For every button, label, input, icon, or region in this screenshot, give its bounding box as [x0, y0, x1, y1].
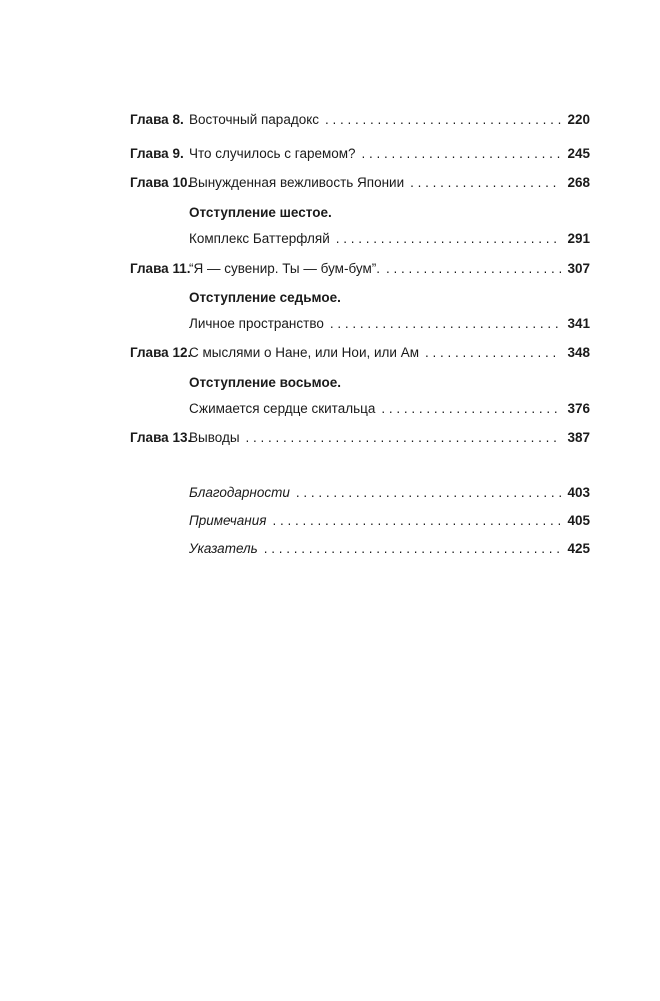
toc-entry-chapter-9[interactable] — [130, 144, 590, 164]
page-number: 348 — [567, 345, 590, 360]
page-number: 291 — [567, 231, 590, 246]
chapter-title: “Я — сувенир. Ты — бум-бум”. — [189, 261, 381, 276]
page-number: 403 — [567, 485, 590, 500]
page-number: 405 — [567, 513, 590, 528]
digression-title: Сжимается сердце скитальца — [189, 401, 376, 416]
toc-entry-chapter-11[interactable] — [130, 259, 590, 279]
chapter-label: Глава 9. — [130, 146, 184, 161]
digression-heading: Отступление восьмое. — [189, 375, 341, 390]
toc-entry-digression-8[interactable] — [189, 399, 590, 419]
back-matter-title: Указатель — [189, 541, 258, 556]
back-matter-title: Примечания — [189, 513, 267, 528]
dot-leader — [362, 144, 562, 164]
dot-leader — [381, 399, 561, 419]
chapter-label: Глава 10. — [130, 175, 192, 190]
toc-entry-chapter-13[interactable] — [130, 428, 590, 448]
dot-leader — [264, 539, 562, 559]
digression-title: Комплекс Баттерфляй — [189, 231, 330, 246]
page-number: 268 — [567, 175, 590, 190]
page-number: 245 — [567, 146, 590, 161]
dot-leader — [272, 511, 561, 531]
digression-title: Личное пространство — [189, 316, 324, 331]
dot-leader — [425, 343, 561, 363]
chapter-label: Глава 12. — [130, 345, 192, 360]
toc-entry-acknowledgements[interactable] — [189, 483, 590, 503]
chapter-title: Вынужденная вежливость Японии — [189, 175, 405, 190]
chapter-label: Глава 13. — [130, 430, 192, 445]
chapter-label: Глава 8. — [130, 112, 184, 127]
toc-entry-digression-6[interactable] — [189, 229, 590, 249]
chapter-title: Выводы — [189, 430, 240, 445]
chapter-title: С мыслями о Нане, или Нои, или Ам — [189, 345, 419, 360]
toc-entry-index[interactable] — [189, 539, 590, 559]
dot-leader — [246, 428, 562, 448]
page-number: 387 — [567, 430, 590, 445]
dot-leader — [296, 483, 562, 503]
toc-entry-chapter-8[interactable] — [130, 110, 590, 130]
page-number: 220 — [567, 112, 590, 127]
digression-heading: Отступление шестое. — [189, 205, 332, 220]
chapter-label: Глава 11. — [130, 261, 191, 276]
toc-entry-chapter-10[interactable] — [130, 173, 590, 193]
chapter-title: Что случилось с гаремом? — [189, 146, 356, 161]
dot-leader — [386, 259, 561, 279]
page-number: 307 — [567, 261, 590, 276]
page-number: 425 — [567, 541, 590, 556]
dot-leader — [410, 173, 561, 193]
toc-entry-chapter-12[interactable] — [130, 343, 590, 363]
chapter-title: Восточный парадокс — [189, 112, 320, 127]
back-matter-title: Благодарности — [189, 485, 290, 500]
digression-heading: Отступление седьмое. — [189, 290, 341, 305]
dot-leader — [325, 110, 561, 130]
dot-leader — [336, 229, 562, 249]
toc-entry-notes[interactable] — [189, 511, 590, 531]
dot-leader — [330, 314, 562, 334]
page-number: 376 — [567, 401, 590, 416]
page-number: 341 — [567, 316, 590, 331]
toc-entry-digression-7[interactable] — [189, 314, 590, 334]
